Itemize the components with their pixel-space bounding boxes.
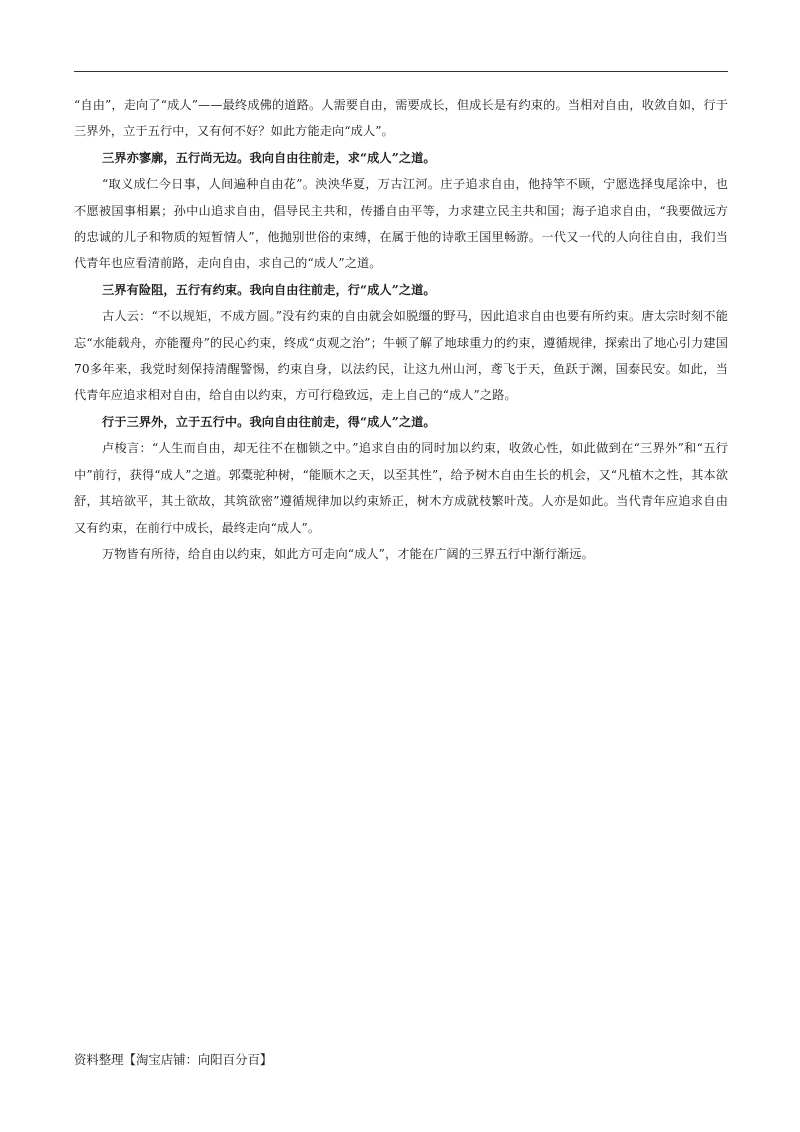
paragraph: “取义成仁今日事，人间遍种自由花”。泱泱华夏，万古江河。庄子追求自由，他持竿不顾，宁愿选择曳尾涂中，也不愿被国事相累；孙中山追求自由，倡导民主共和，传播自由平等，力求建立民主共和国；海子追求自由，“我要做远方的忠诚的儿子和物质的短暂情人”，他抛别世俗的束缚，在属于他的诗歌王国里畅游。一代又一代的人向往自由，我们当代青年也应看清前路，走向自由，求自己的“成人”之道。 (74, 177, 728, 271)
section-heading-1: 三界亦寥廓，五行尚无边。我向自由往前走，求“成人”之道。 (102, 150, 436, 165)
paragraph-conclusion: 万物皆有所待，给自由以约束，如此方可走向“成人”，才能在广阔的三界五行中渐行渐远。 (102, 546, 594, 561)
paragraph: 卢梭言：“人生而自由，却无往不在枷锁之中。”追求自由的同时加以约束，收敛心性，如此做到在“三界外”和“五行中”前行，获得“成人”之道。郭橐驼种树，“能顺木之天，以至其性”，给予树木自由生长的机会，又“凡植木之性，其本欲舒，其培欲平，其土欲故，其筑欲密”遵循规律加以约束矫正，树木方成就枝繁叶茂。人亦是如此。当代青年应追求自由又有约束，在前行中成长，最终走向“成人”。 (74, 441, 728, 535)
paragraph-continuation: “自由”，走向了“成人”——最终成佛的道路。人需要自由，需要成长，但成长是有约束的。当相对自由，收敛自如，行于三界外，立于五行中，又有何不好？如此方能走向“成人”。 (74, 98, 728, 139)
section-heading-2: 三界有险阻，五行有约束。我向自由往前走，行“成人”之道。 (102, 282, 436, 297)
footer-source-note: 资料整理【淘宝店铺：向阳百分百】 (74, 1052, 273, 1067)
header-rule (74, 71, 728, 72)
essay-body (74, 92, 728, 567)
section-heading-3: 行于三界外，立于五行中。我向自由往前走，得“成人”之道。 (102, 414, 436, 429)
paragraph: 古人云：“不以规矩，不成方圆。”没有约束的自由就会如脱缰的野马，因此追求自由也要有所约束。唐太宗时刻不能忘“水能载舟，亦能覆舟”的民心约束，终成“贞观之治”；牛顿了解了地球重力的约束，遵循规律，探索出了地心引力建国70多年来，我党时刻保持清醒警惕，约束自身，以法约民，让这九州山河，鸢飞于天，鱼跃于渊，国泰民安。如此，当代青年应追求相对自由，给自由以约束，方可行稳致远，走上自己的“成人”之路。 (74, 309, 728, 403)
